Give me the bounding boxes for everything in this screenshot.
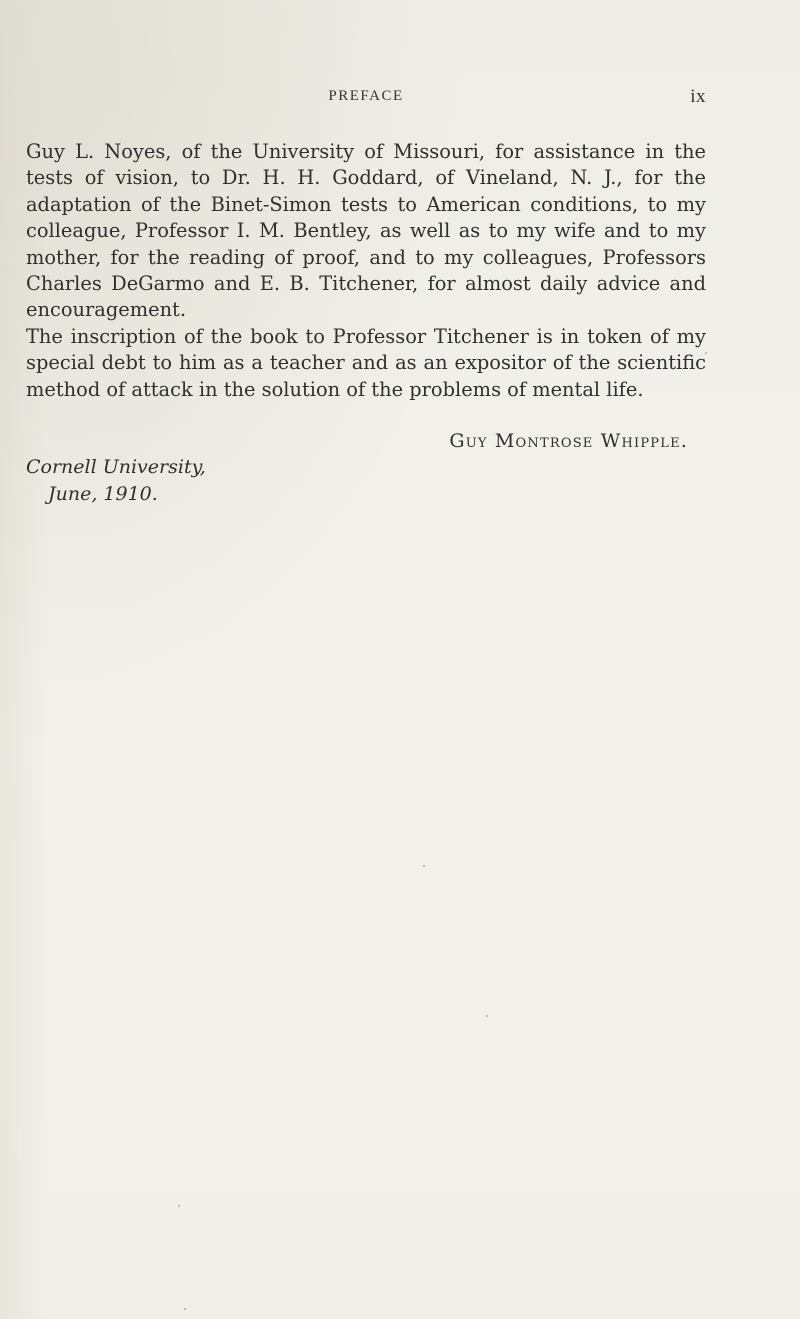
author-signature: Guy Montrose Whipple. [449, 430, 688, 452]
body-text [26, 139, 706, 403]
signature-block [26, 430, 706, 520]
running-title: PREFACE [328, 88, 404, 104]
paper-speck [705, 352, 707, 354]
running-head [26, 88, 706, 112]
paper-speck [178, 1205, 180, 1207]
signature-place: Cornell University, [26, 456, 206, 478]
paper-speck [184, 1308, 186, 1310]
paragraph-inscription: The inscription of the book to Professor Titchener is in token of my special debt to him as a teacher and as an expositor of the scientific method of attack in the solution of the problems of mental life. [26, 324, 706, 401]
paragraph-acknowledgments: Guy L. Noyes, of the University of Missouri, for assistance in the tests of vision, to Dr. H. H. Goddard, of Vineland, N. J., for the adaptation of the Binet-Simon tests to American conditions, to my colleague, Professor I. M. Bentley, as well as to my wife and to my mother, for the reading of proof, and to my colleagues, Professors Charles DeGarmo and E. B. Titchener, for almost daily advice and encouragement. [26, 140, 706, 322]
page-number: ix [690, 86, 706, 107]
signature-date: June, 1910. [48, 483, 158, 505]
paper-speck [423, 865, 425, 867]
paper-speck [486, 1015, 488, 1017]
